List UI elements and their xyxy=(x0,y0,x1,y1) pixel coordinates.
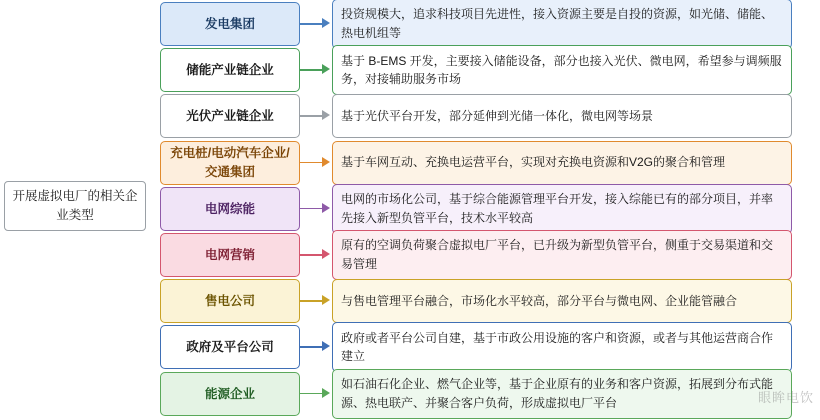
diagram-row xyxy=(160,372,792,416)
description-box: 基于车网互动、充换电运营平台，实现对充换电资源和V2G的聚合和管理 xyxy=(332,141,792,185)
arrow-connector-icon xyxy=(300,187,332,231)
category-box[interactable]: 充电桩/电动汽车企业/交通集团 xyxy=(160,141,300,185)
arrow-connector-icon xyxy=(300,325,332,369)
category-box[interactable]: 发电集团 xyxy=(160,2,300,46)
diagram-row xyxy=(160,233,792,277)
diagram-row xyxy=(160,94,792,138)
category-box[interactable]: 光伏产业链企业 xyxy=(160,94,300,138)
description-box: 投资规模大，追求科技项目先进性，接入资源主要是自投的资源，如光储、储能、热电机组等 xyxy=(332,0,792,49)
description-box: 基于光伏平台开发，部分延伸到光储一体化，微电网等场景 xyxy=(332,94,792,138)
diagram-row xyxy=(160,141,792,185)
arrow-connector-icon xyxy=(300,48,332,92)
category-box[interactable]: 储能产业链企业 xyxy=(160,48,300,92)
description-box: 与售电管理平台融合，市场化水平较高，部分平台与微电网、企业能管融合 xyxy=(332,279,792,323)
category-box[interactable]: 电网综能 xyxy=(160,187,300,231)
category-box[interactable]: 售电公司 xyxy=(160,279,300,323)
category-box[interactable]: 能源企业 xyxy=(160,372,300,416)
diagram-row xyxy=(160,2,792,46)
arrow-connector-icon xyxy=(300,141,332,185)
description-box: 电网的市场化公司，基于综合能源管理平台开发，接入综能已有的部分项目，并率先接入新型负管平台，技术水平较高 xyxy=(332,184,792,234)
diagram-row xyxy=(160,48,792,92)
arrow-connector-icon xyxy=(300,372,332,416)
diagram-row xyxy=(160,187,792,231)
description-box: 基于 B-EMS 开发，主要接入储能设备，部分也接入光伏、微电网，希望参与调频服务，对接辅助服务市场 xyxy=(332,45,792,95)
description-box: 如石油石化企业、燃气企业等，基于企业原有的业务和客户资源，拓展到分布式能源、热电联产、并聚合客户负荷，形成虚拟电厂平台 xyxy=(332,369,792,419)
root-node: 开展虚拟电厂的相关企业类型 xyxy=(4,181,146,231)
watermark-text: 眼眸电饮 xyxy=(757,390,814,405)
description-box: 政府或者平台公司自建，基于市政公用设施的客户和资源，或者与其他运营商合作建立 xyxy=(332,322,792,372)
category-box[interactable]: 政府及平台公司 xyxy=(160,325,300,369)
diagram-row xyxy=(160,325,792,369)
description-box: 原有的空调负荷聚合虚拟电厂平台，已升级为新型负管平台，侧重于交易渠道和交易管理 xyxy=(332,230,792,280)
arrow-connector-icon xyxy=(300,94,332,138)
arrow-connector-icon xyxy=(300,233,332,277)
diagram-row xyxy=(160,279,792,323)
arrow-connector-icon xyxy=(300,279,332,323)
category-box[interactable]: 电网营销 xyxy=(160,233,300,277)
arrow-connector-icon xyxy=(300,2,332,46)
